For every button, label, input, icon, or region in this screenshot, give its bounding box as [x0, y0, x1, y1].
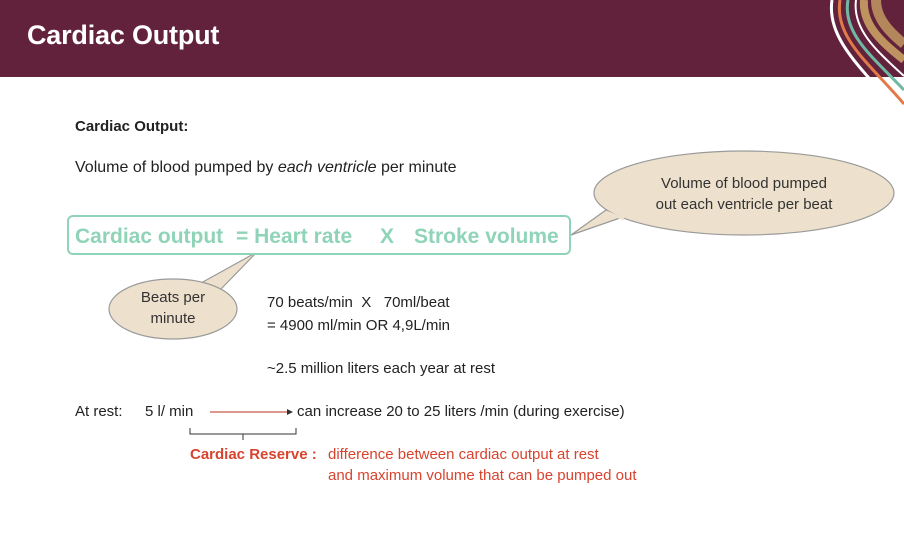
definition-suffix: per minute [376, 159, 457, 176]
formula-stroke-volume: Stroke volume [414, 225, 559, 248]
definition-prefix: Volume of blood pumped by [75, 159, 278, 176]
definition-emphasis: each ventricle [277, 159, 377, 176]
section-heading: Cardiac Output: [75, 118, 189, 135]
callout-line-1: Volume of blood pumped [661, 175, 827, 192]
slide-title: Cardiac Output [27, 20, 220, 50]
rest-increase-text: can increase 20 to 25 liters /min (during exercise) [297, 403, 625, 420]
callout-line-1: Beats per [140, 289, 206, 306]
reserve-line-1: difference between cardiac output at rest [328, 446, 599, 463]
example-line-2: = 4900 ml/min OR 4,9L/min [267, 317, 450, 334]
rest-value: 5 l/ min [145, 403, 194, 420]
reserve-line-2: and maximum volume that can be pumped out [328, 467, 637, 484]
example-line-3: ~2.5 million liters each year at rest [267, 360, 496, 377]
arrow-head-icon [287, 409, 293, 415]
callout-line-2: out each ventricle per beat [655, 196, 833, 213]
rest-label: At rest: [75, 403, 123, 420]
formula-times-sign: X [380, 225, 395, 248]
formula-heart-rate: = Heart rate [236, 225, 353, 248]
reserve-label: Cardiac Reserve : [190, 446, 317, 463]
formula-cardiac-output: Cardiac output [75, 225, 224, 248]
callout-line-2: minute [150, 310, 196, 327]
reserve-bracket [190, 428, 296, 434]
example-line-1: 70 beats/min X 70ml/beat [267, 294, 450, 311]
